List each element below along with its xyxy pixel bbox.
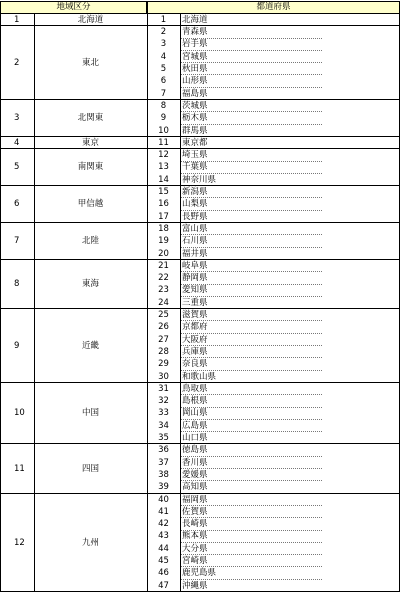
- prefecture-name: 滋賀県: [182, 310, 208, 321]
- prefecture-name: 埼玉県: [182, 150, 208, 161]
- prefecture-number: 18: [158, 223, 169, 234]
- prefecture-number: 40: [158, 494, 169, 505]
- prefecture-number: 13: [158, 162, 169, 173]
- prefecture-name: 岐阜県: [182, 260, 208, 271]
- region-number: 1: [14, 14, 20, 25]
- prefecture-name: 北海道: [182, 14, 208, 25]
- prefecture-number: 21: [158, 260, 169, 271]
- prefecture-name: 福島県: [182, 88, 208, 99]
- prefecture-name: 和歌山県: [182, 371, 217, 382]
- prefecture-name: 青森県: [182, 27, 208, 38]
- region-name: 東海: [81, 279, 99, 290]
- region-name: 甲信越: [77, 199, 104, 210]
- prefecture-number: 11: [158, 137, 169, 148]
- region-border: [0, 591, 400, 592]
- prefecture-number: 22: [158, 273, 169, 284]
- region-name: 九州: [81, 537, 99, 548]
- header-prefecture: 都道府県: [147, 1, 400, 14]
- prefecture-name: 鹿児島県: [182, 568, 217, 579]
- region-name: 近畿: [81, 340, 99, 351]
- prefecture-name: 茨城県: [182, 100, 208, 111]
- prefecture-number: 3: [160, 39, 167, 50]
- prefecture-number: 8: [160, 100, 167, 111]
- region-name: 東京: [81, 137, 99, 148]
- prefecture-name: 宮城県: [182, 51, 208, 62]
- prefecture-name: 東京都: [182, 137, 208, 148]
- prefecture-name: 新潟県: [182, 187, 208, 198]
- region-number: 9: [14, 340, 20, 351]
- prefecture-number: 42: [158, 519, 169, 530]
- prefecture-number: 9: [160, 113, 167, 124]
- prefecture-number: 1: [160, 14, 167, 25]
- region-name: 北関東: [77, 113, 104, 124]
- prefecture-name: 石川県: [182, 236, 208, 247]
- region-number: 6: [14, 199, 20, 210]
- prefecture-number: 44: [158, 543, 169, 554]
- prefecture-name: 奈良県: [182, 359, 208, 370]
- prefecture-number: 14: [158, 174, 169, 185]
- prefecture-name: 神奈川県: [182, 174, 217, 185]
- prefecture-name: 熊本県: [182, 531, 208, 542]
- prefecture-number: 2: [160, 27, 167, 38]
- prefecture-number: 6: [160, 76, 167, 87]
- prefecture-number: 29: [158, 359, 169, 370]
- prefecture-number: 19: [158, 236, 169, 247]
- table-left-border: [0, 14, 1, 592]
- prefecture-name: 秋田県: [182, 64, 208, 75]
- prefecture-name: 香川県: [182, 457, 208, 468]
- region-number: 2: [14, 57, 20, 68]
- prefecture-name: 大阪府: [182, 334, 208, 345]
- prefecture-number: 10: [158, 125, 169, 136]
- prefecture-number: 15: [158, 187, 169, 198]
- prefecture-number: 5: [160, 64, 167, 75]
- prefecture-number: 24: [158, 297, 169, 308]
- prefecture-name: 大分県: [182, 543, 208, 554]
- region-name: 北陸: [81, 236, 99, 247]
- prefecture-number: 41: [158, 506, 169, 517]
- region-number: 3: [14, 113, 20, 124]
- prefecture-number: 23: [158, 285, 169, 296]
- prefecture-name: 静岡県: [182, 273, 208, 284]
- prefecture-name: 群馬県: [182, 125, 208, 136]
- prefecture-name: 富山県: [182, 223, 208, 234]
- prefecture-number: 46: [158, 568, 169, 579]
- region-name: 四国: [81, 463, 99, 474]
- prefecture-number: 28: [158, 346, 169, 357]
- region-number: 11: [14, 463, 25, 474]
- region-number: 12: [14, 537, 25, 548]
- prefecture-name: 岩手県: [182, 39, 208, 50]
- prefecture-name: 福岡県: [182, 494, 208, 505]
- prefecture-name: 長崎県: [182, 519, 208, 530]
- prefecture-number: 47: [158, 580, 169, 591]
- prefecture-number-divider: [180, 14, 181, 592]
- prefecture-number: 32: [158, 396, 169, 407]
- prefecture-name: 沖縄県: [182, 580, 208, 591]
- prefecture-number: 35: [158, 433, 169, 444]
- region-number: 7: [14, 236, 20, 247]
- prefecture-name: 兵庫県: [182, 346, 208, 357]
- region-number: 8: [14, 279, 20, 290]
- region-name: 北海道: [77, 14, 104, 25]
- prefecture-name: 三重県: [182, 297, 208, 308]
- prefecture-name: 佐賀県: [182, 506, 208, 517]
- prefecture-name: 高知県: [182, 482, 208, 493]
- prefecture-number: 31: [158, 383, 169, 394]
- prefecture-name: 栃木県: [182, 113, 208, 124]
- region-column-divider: [147, 14, 148, 592]
- prefecture-number: 25: [158, 310, 169, 321]
- region-name: 南関東: [77, 162, 104, 173]
- prefecture-number: 12: [158, 150, 169, 161]
- prefecture-name: 岡山県: [182, 408, 208, 419]
- prefecture-number: 27: [158, 334, 169, 345]
- prefecture-name: 愛知県: [182, 285, 208, 296]
- prefecture-number: 43: [158, 531, 169, 542]
- header-region: 地域区分: [0, 1, 147, 14]
- region-number: 4: [14, 137, 20, 148]
- region-number-divider: [34, 14, 35, 592]
- prefecture-number: 17: [158, 211, 169, 222]
- prefecture-number: 36: [158, 445, 169, 456]
- region-name: 東北: [81, 57, 99, 68]
- prefecture-name: 島根県: [182, 396, 208, 407]
- prefecture-number: 45: [158, 555, 169, 566]
- prefecture-name: 山梨県: [182, 199, 208, 210]
- prefecture-name: 千葉県: [182, 162, 208, 173]
- prefecture-number: 7: [160, 88, 167, 99]
- prefecture-name: 徳島県: [182, 445, 208, 456]
- prefecture-number: 34: [158, 420, 169, 431]
- region-number: 5: [14, 162, 20, 173]
- prefecture-number: 4: [160, 51, 167, 62]
- prefecture-name: 山形県: [182, 76, 208, 87]
- prefecture-name: 福井県: [182, 248, 208, 259]
- prefecture-name: 広島県: [182, 420, 208, 431]
- region-number: 10: [14, 408, 25, 419]
- region-name: 中国: [81, 408, 99, 419]
- prefecture-number: 16: [158, 199, 169, 210]
- prefecture-name: 鳥取県: [182, 383, 208, 394]
- prefecture-name: 長野県: [182, 211, 208, 222]
- prefecture-name: 宮崎県: [182, 555, 208, 566]
- prefecture-number: 38: [158, 469, 169, 480]
- prefecture-number: 30: [158, 371, 169, 382]
- prefecture-name: 山口県: [182, 433, 208, 444]
- prefecture-name: 京都府: [182, 322, 208, 333]
- prefecture-number: 37: [158, 457, 169, 468]
- prefecture-name: 愛媛県: [182, 469, 208, 480]
- prefecture-number: 26: [158, 322, 169, 333]
- prefecture-number: 20: [158, 248, 169, 259]
- prefecture-number: 39: [158, 482, 169, 493]
- prefecture-number: 33: [158, 408, 169, 419]
